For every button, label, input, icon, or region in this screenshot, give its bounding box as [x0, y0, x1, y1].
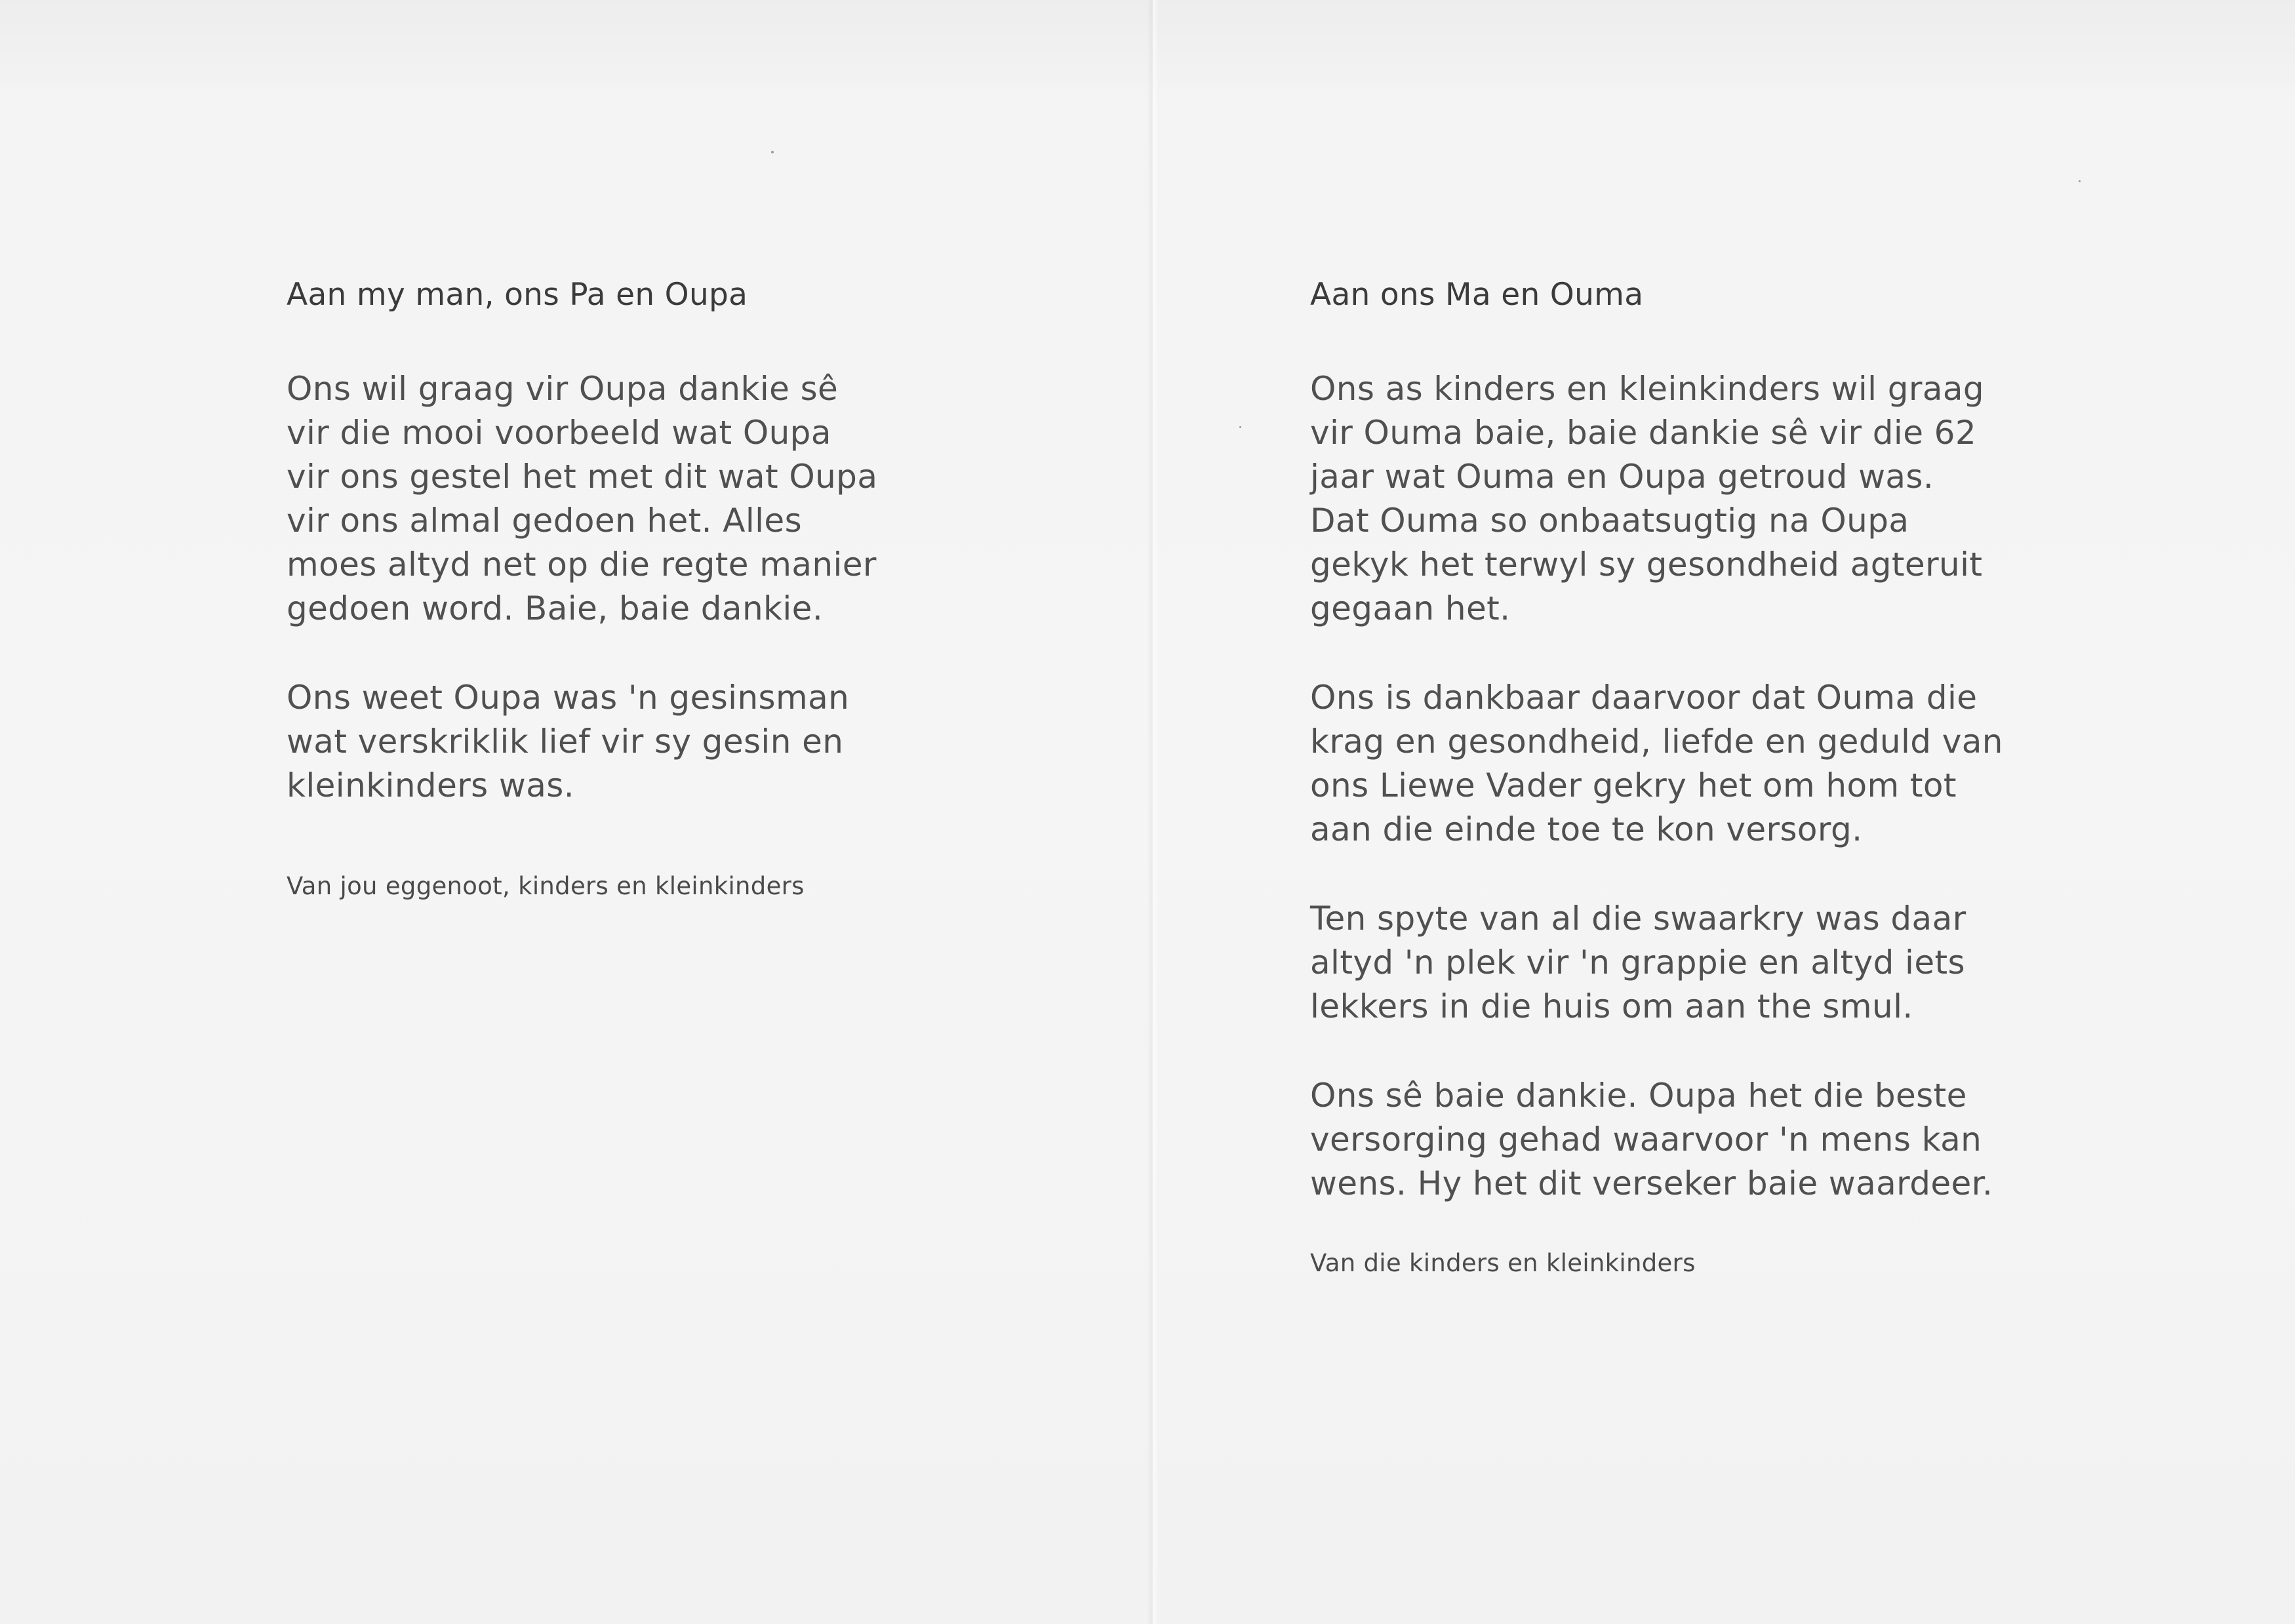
- text-line: Ons wil graag vir Oupa dankie sê: [287, 370, 839, 408]
- text-line: vir ons almal gedoen het. Alles: [287, 502, 803, 540]
- right-paragraph-3: [1310, 897, 2261, 1029]
- right-paragraph-4: [1310, 1074, 2261, 1206]
- text-line: lekkers in die huis om aan the smul.: [1310, 987, 1913, 1025]
- text-line: vir ons gestel het met dit wat Oupa: [287, 458, 878, 496]
- paper-speck: [771, 151, 774, 153]
- right-signoff: Van die kinders en kleinkinders: [1310, 1249, 1696, 1277]
- left-paragraph-2: [287, 676, 1106, 808]
- text-line: krag en gesondheid, liefde en geduld van: [1310, 723, 2003, 761]
- right-page: [1153, 0, 2295, 1624]
- text-line: jaar wat Ouma en Oupa getroud was.: [1310, 458, 1934, 496]
- text-line: Dat Ouma so onbaatsugtig na Oupa: [1310, 502, 1909, 540]
- text-line: Ons is dankbaar daarvoor dat Ouma die: [1310, 679, 1978, 717]
- text-line: wens. Hy het dit verseker baie waardeer.: [1310, 1164, 1993, 1202]
- text-line: gegaan het.: [1310, 589, 1511, 627]
- text-line: Ons weet Oupa was 'n gesinsman: [287, 679, 850, 717]
- text-line: aan die einde toe te kon versorg.: [1310, 810, 1863, 848]
- right-heading: Aan ons Ma en Ouma: [1310, 277, 1644, 313]
- text-line: Ten spyte van al die swaarkry was daar: [1310, 900, 1966, 938]
- left-paragraph-1: [287, 367, 1106, 631]
- text-line: vir Ouma baie, baie dankie sê vir die 62: [1310, 414, 1977, 452]
- paper-speck: [2079, 180, 2081, 182]
- text-line: ons Liewe Vader gekry het om hom tot: [1310, 766, 1957, 804]
- text-line: versorging gehad waarvoor 'n mens kan: [1310, 1120, 1982, 1159]
- text-line: Ons sê baie dankie. Oupa het die beste: [1310, 1077, 1967, 1115]
- right-tribute: [1310, 275, 2261, 1279]
- paper-speck: [1239, 426, 1241, 428]
- left-tribute: [287, 275, 1106, 902]
- text-line: altyd 'n plek vir 'n grappie en altyd iets: [1310, 943, 1965, 981]
- text-line: gedoen word. Baie, baie dankie.: [287, 589, 824, 627]
- text-line: wat verskriklik lief vir sy gesin en: [287, 723, 844, 761]
- text-line: gekyk het terwyl sy gesondheid agteruit: [1310, 545, 1983, 584]
- left-signoff: Van jou eggenoot, kinders en kleinkinders: [287, 872, 805, 900]
- text-line: moes altyd net op die regte manier: [287, 545, 877, 584]
- text-line: Ons as kinders en kleinkinders wil graag: [1310, 370, 1985, 408]
- text-line: vir die mooi voorbeeld wat Oupa: [287, 414, 831, 452]
- right-paragraph-2: [1310, 676, 2261, 852]
- left-heading: Aan my man, ons Pa en Oupa: [287, 277, 748, 313]
- text-line: kleinkinders was.: [287, 766, 575, 804]
- right-paragraph-1: [1310, 367, 2261, 631]
